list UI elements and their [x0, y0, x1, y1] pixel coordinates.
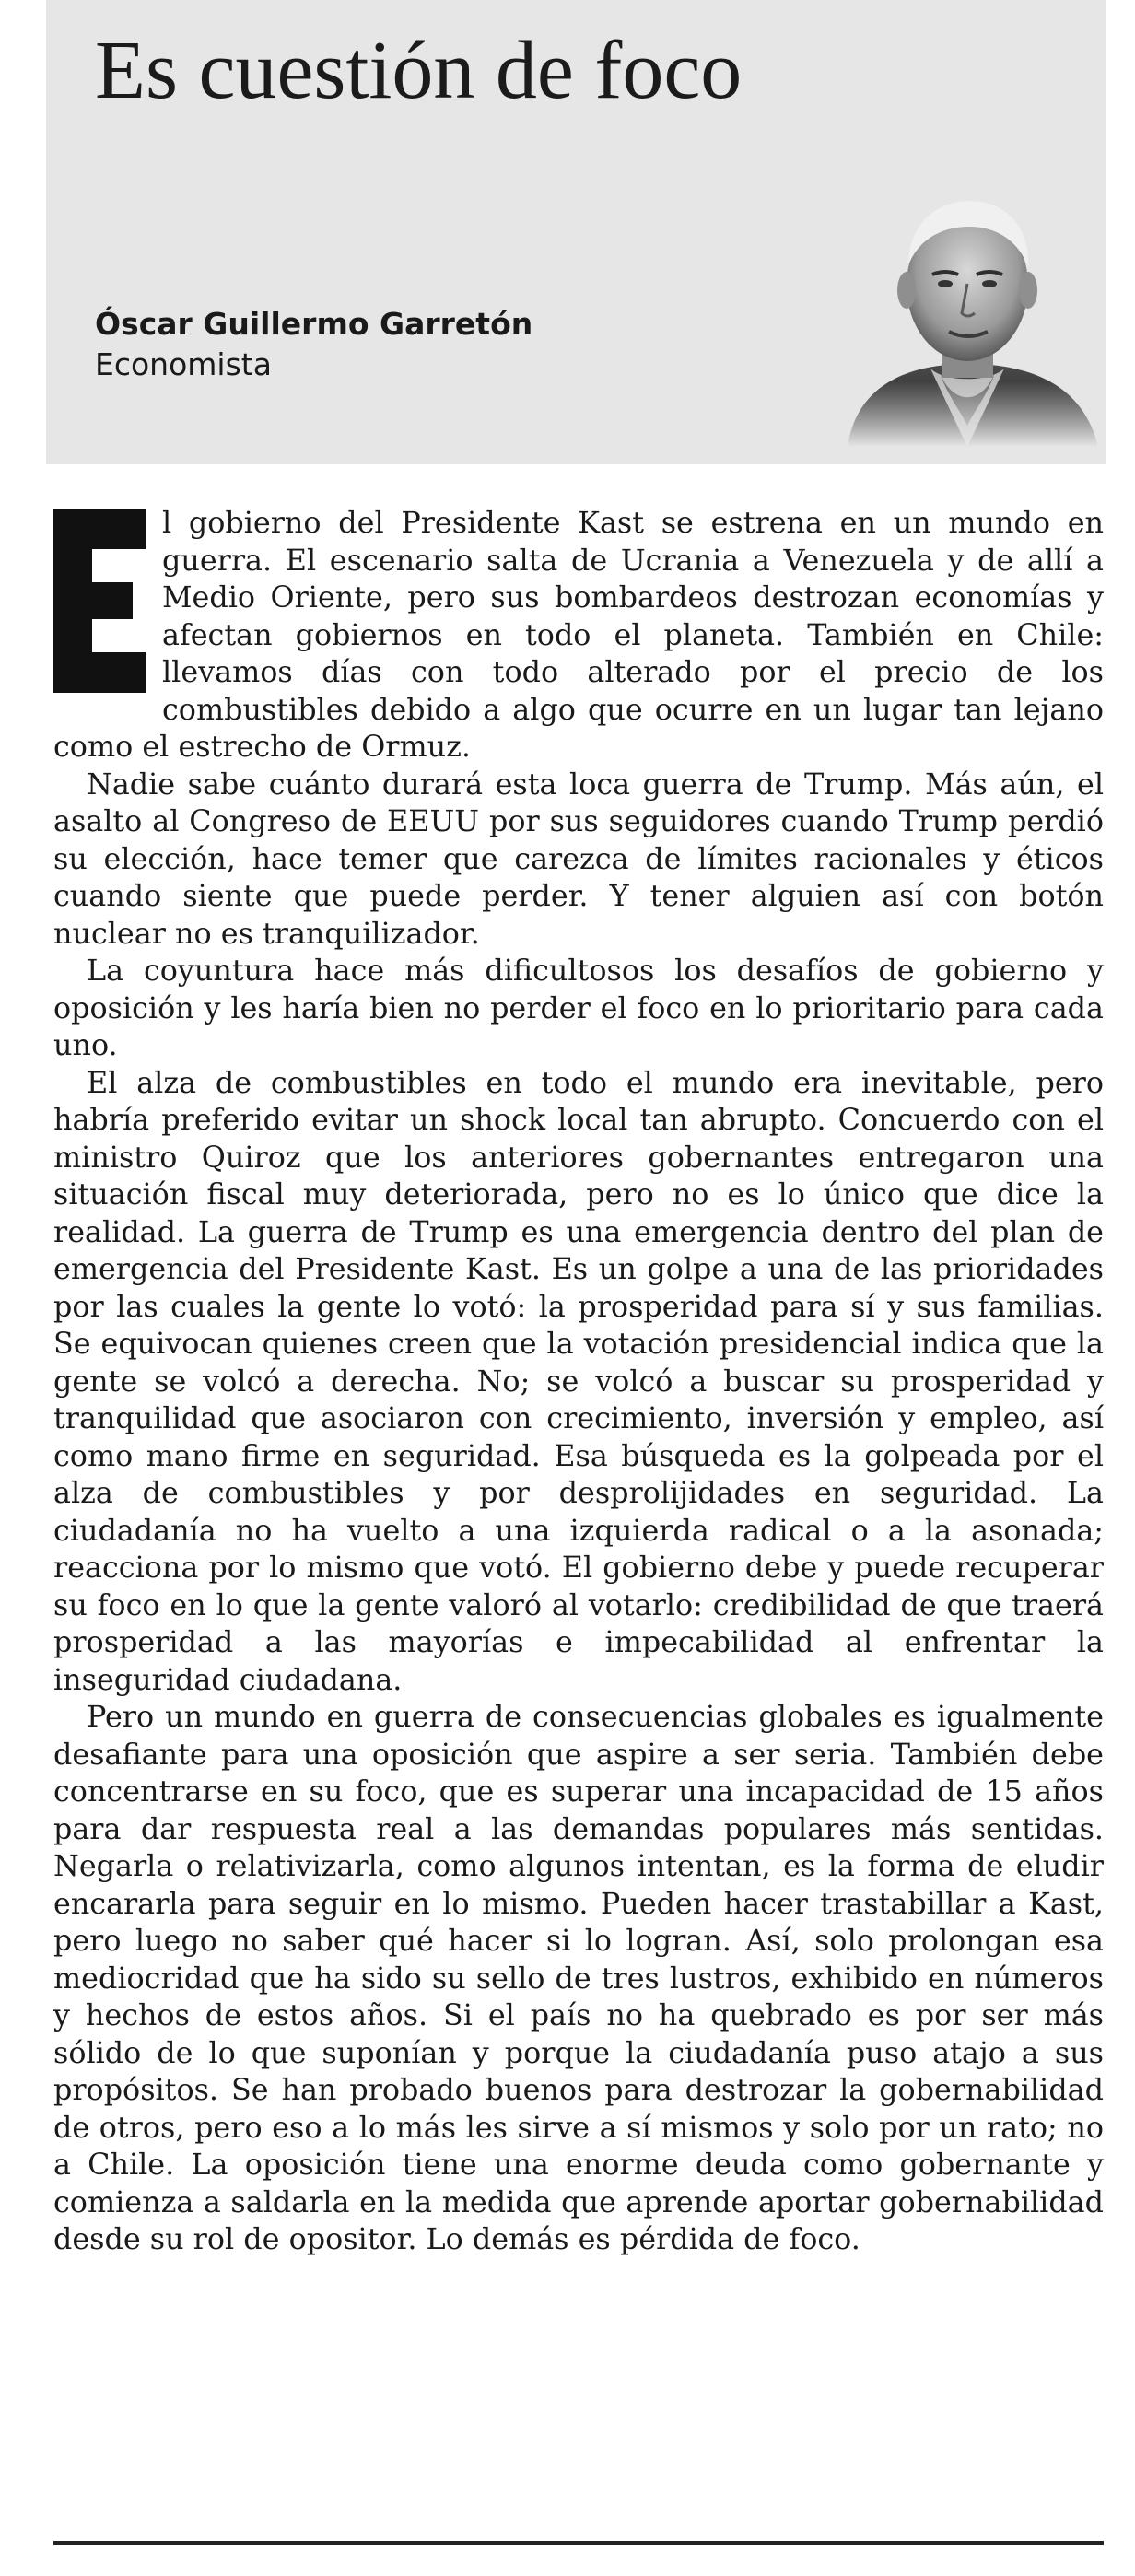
article-paragraph: [53, 505, 1104, 767]
author-name: Óscar Guillermo Garretón: [95, 306, 533, 342]
paragraph-1-text: l gobierno del Presidente Kast se estrena en un mundo en guerra. El escenario salta de Ucrania a Venezuela y de allí a Medio Oriente, pero sus bombardeos destrozan economías y afectan gobiernos en todo el planeta. También en Chile: llevamos días con todo alterado por el precio de los combustibles debido a algo que ocurre en un lugar tan lejano como el estrecho de Ormuz.: [53, 506, 1104, 764]
article-paragraph: La coyuntura hace más dificultosos los desafíos de gobierno y oposición y les haría bien no perder el foco en lo prioritario para cada uno.: [53, 954, 1104, 1062]
byline: [95, 304, 532, 385]
article-paragraph: Pero un mundo en guerra de consecuencias globales es igualmente desafiante para una oposición que aspire a ser seria. También debe concentrarse en su foco, que es superar una incapacidad de 15 años para dar respuesta real a las demandas populares más sentidas. Negarla o relativizarla, como algunos intentan, es la forma de eludir encararla para seguir en lo mismo. Pueden hacer trastabillar a Kast, pero luego no saber qué hacer si lo logran. Así, solo prolongan esa mediocridad que ha sido su sello de tres lustros, exhibido en números y hechos de estos años. Si el país no ha quebrado es por ser más sólido de lo que suponían y porque la ciudadanía puso atajo a sus propósitos. Se han probado buenos para destrozar la gobernabilidad de otros, pero eso a lo más les sirve a sí mismos y solo por un rato; no a Chile. La oposición tiene una enorme deuda como gobernante y comienza a saldarla en la medida que aprende aportar gobernabilidad desde su rol de opositor. Lo demás es pérdida de foco.: [53, 1700, 1104, 2256]
header-box: [46, 0, 1106, 464]
author-role: Economista: [95, 346, 272, 382]
author-portrait: [829, 184, 1106, 447]
article-body: [53, 505, 1104, 2495]
article-paragraph: El alza de combustibles en todo el mundo era inevitable, pero habría preferido evitar un shock local tan abrupto. Concuerdo con el ministro Quiroz que los anteriores gobernantes entregaron una situación fiscal muy deteriorada, pero no es lo único que dice la realidad. La guerra de Trump es una emergencia dentro del plan de emergencia del Presidente Kast. Es un golpe a una de las prioridades por las cuales la gente lo votó: la prosperidad para sí y sus familias. Se equivocan quienes creen que la votación presidencial indica que la gente se volcó a derecha. No; se volcó a buscar su prosperidad y tranquilidad que asociaron con crecimiento, inversión y empleo, así como mano firme en seguridad. Esa búsqueda es la golpeada por el alza de combustibles y por desprolijidades en seguridad. La ciudadanía no ha vuelto a una izquierda radical o a la asonada; reacciona por lo mismo que votó. El gobierno debe y puede recuperar su foco en lo que la gente valoró al votarlo: credibilidad de que traerá prosperidad a las mayorías e impecabilidad al enfrentar la inseguridad ciudadana.: [53, 1065, 1104, 1697]
article-paragraph: Nadie sabe cuánto durará esta loca guerra de Trump. Más aún, el asalto al Congreso de EEUU por sus seguidores cuando Trump perdió su elección, hace temer que carezca de límites racionales y éticos cuando siente que puede perder. Y tener alguien así con botón nuclear no es tranquilizador.: [53, 767, 1104, 951]
headline: Es cuestión de foco: [95, 25, 743, 116]
footer-rule: [53, 2541, 1104, 2545]
drop-cap-letter: [53, 509, 146, 693]
drop-cap: [53, 509, 146, 693]
